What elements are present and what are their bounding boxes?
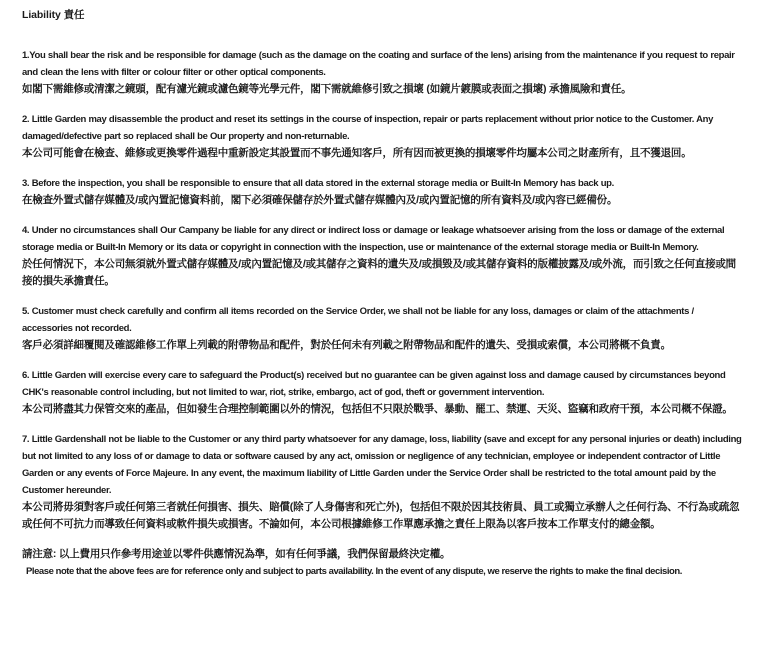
final-notice-english: Please note that the above fees are for reference only and subject to parts availability. In the event of any dispute, we reserve the rights to make the final decision. bbox=[26, 566, 682, 577]
liability-clause-7 bbox=[22, 431, 746, 533]
liability-clause-6 bbox=[22, 367, 746, 418]
liability-clause-3 bbox=[22, 175, 746, 209]
clause-3-chinese-text: 在檢查外置式儲存媒體及/或內置記憶資料前，閣下必須確保儲存於外置式儲存媒體內及/或內置記憶的所有資料及/或內容已經備份。 bbox=[22, 194, 618, 206]
liability-clause-2 bbox=[22, 111, 746, 162]
clause-7-english-text: 7. Little Gardenshall not be liable to the Customer or any third party whatsoever for any damage, loss, liability (save and except for any personal injuries or death) including but not limited to any loss of or damage to data or software caused by any act, omission or negligence of any technician, employee or independent contractor of Little Garden or any events of Force Majeure. In any event, the maximum liability of Little Garden under the Service Order shall be restricted to the total amount paid by the Customer hereunder. bbox=[22, 434, 742, 496]
clause-2-english-text: 2. Little Garden may disassemble the product and reset its settings in the course of inspection, repair or parts replacement without prior notice to the Customer. Any damaged/defective part so replaced shall be Our property and non-returnable. bbox=[22, 114, 714, 142]
page-title: Liability 責任 bbox=[22, 9, 85, 21]
clause-4-english-text: 4. Under no circumstances shall Our Campany be liable for any direct or indirect loss or damage or leakage whatsoever arising from the loss or damage of the external storage media or Built-In Memory or its data or copyright in connection with the inspection, use or maintenance of the external storage media or Built-In Memory. bbox=[22, 225, 725, 253]
clause-5-english-text: 5. Customer must check carefully and confirm all items recorded on the Service Order, we shall not be liable for any loss, damages or claim of the attachments / accessories not recorded. bbox=[22, 306, 694, 334]
clause-5-chinese-text: 客戶必須詳細覆閱及確認維修工作單上列載的附帶物品和配件，對於任何未有列載之附帶物品和配件的遺失、受損或索償，本公司將概不負責。 bbox=[22, 339, 671, 351]
clause-6-english-text: 6. Little Garden will exercise every care to safeguard the Product(s) received but no guarantee can be given against loss and damage caused by circumstances beyond CHK's reasonable control including, but not limited to war, riot, strike, embargo, act of god, theft or government intervention. bbox=[22, 370, 726, 398]
liability-clause-4 bbox=[22, 222, 746, 290]
liability-clause-1 bbox=[22, 47, 746, 98]
clause-6-chinese-text: 本公司將盡其力保管交來的產品，但如發生合理控制範圍以外的情況，包括但不只限於戰爭、暴動、罷工、禁運、天災、盜竊和政府干預，本公司概不保證。 bbox=[22, 403, 733, 415]
final-notice-chinese: 請注意: 以上費用只作參考用途並以零件供應情況為準，如有任何爭議，我們保留最終決定權。 bbox=[22, 548, 451, 560]
clause-3-english-text: 3. Before the inspection, you shall be responsible to ensure that all data stored in the external storage media or Built-In Memory has back up. bbox=[22, 178, 614, 189]
clause-2-chinese-text: 本公司可能會在檢查、維修或更換零件過程中重新設定其設置而不事先通知客戶，所有因而被更換的損壞零件均屬本公司之財產所有，且不獲退回。 bbox=[22, 147, 692, 159]
liability-clause-5 bbox=[22, 303, 746, 354]
clause-1-english-text: 1.You shall bear the risk and be responsible for damage (such as the damage on the coating and surface of the lens) arising from the maintenance if you request to repair and clean the lens with filter or colour filter or other optical components. bbox=[22, 50, 735, 78]
clause-1-chinese-text: 如閣下需維修或清潔之鏡頭，配有濾光鏡或濾色鏡等光學元件，閣下需就維修引致之損壞 (如鏡片鍍膜或表面之損壞) 承擔風險和責任。 bbox=[22, 83, 632, 95]
clause-4-chinese-text: 於任何情況下，本公司無須就外置式儲存媒體及/或內置記憶及/或其儲存之資料的遺失及/或損毀及/或其儲存資料的版權披露及/或外流，而引致之任何直接或間接的損失承擔責任。 bbox=[22, 258, 736, 287]
clause-7-chinese-text: 本公司將毋須對客戶或任何第三者就任何損害、損失、賠償(除了人身傷害和死亡外)，包括但不限於因其技術員、員工或獨立承辦人之任何行為、不行為或疏忽或任何不可抗力而導致任何資料或軟件損失或損害。不論如何，本公司根據維修工作單應承擔之責任上限為以客戶按本工作單支付的總金額。 bbox=[22, 501, 740, 530]
